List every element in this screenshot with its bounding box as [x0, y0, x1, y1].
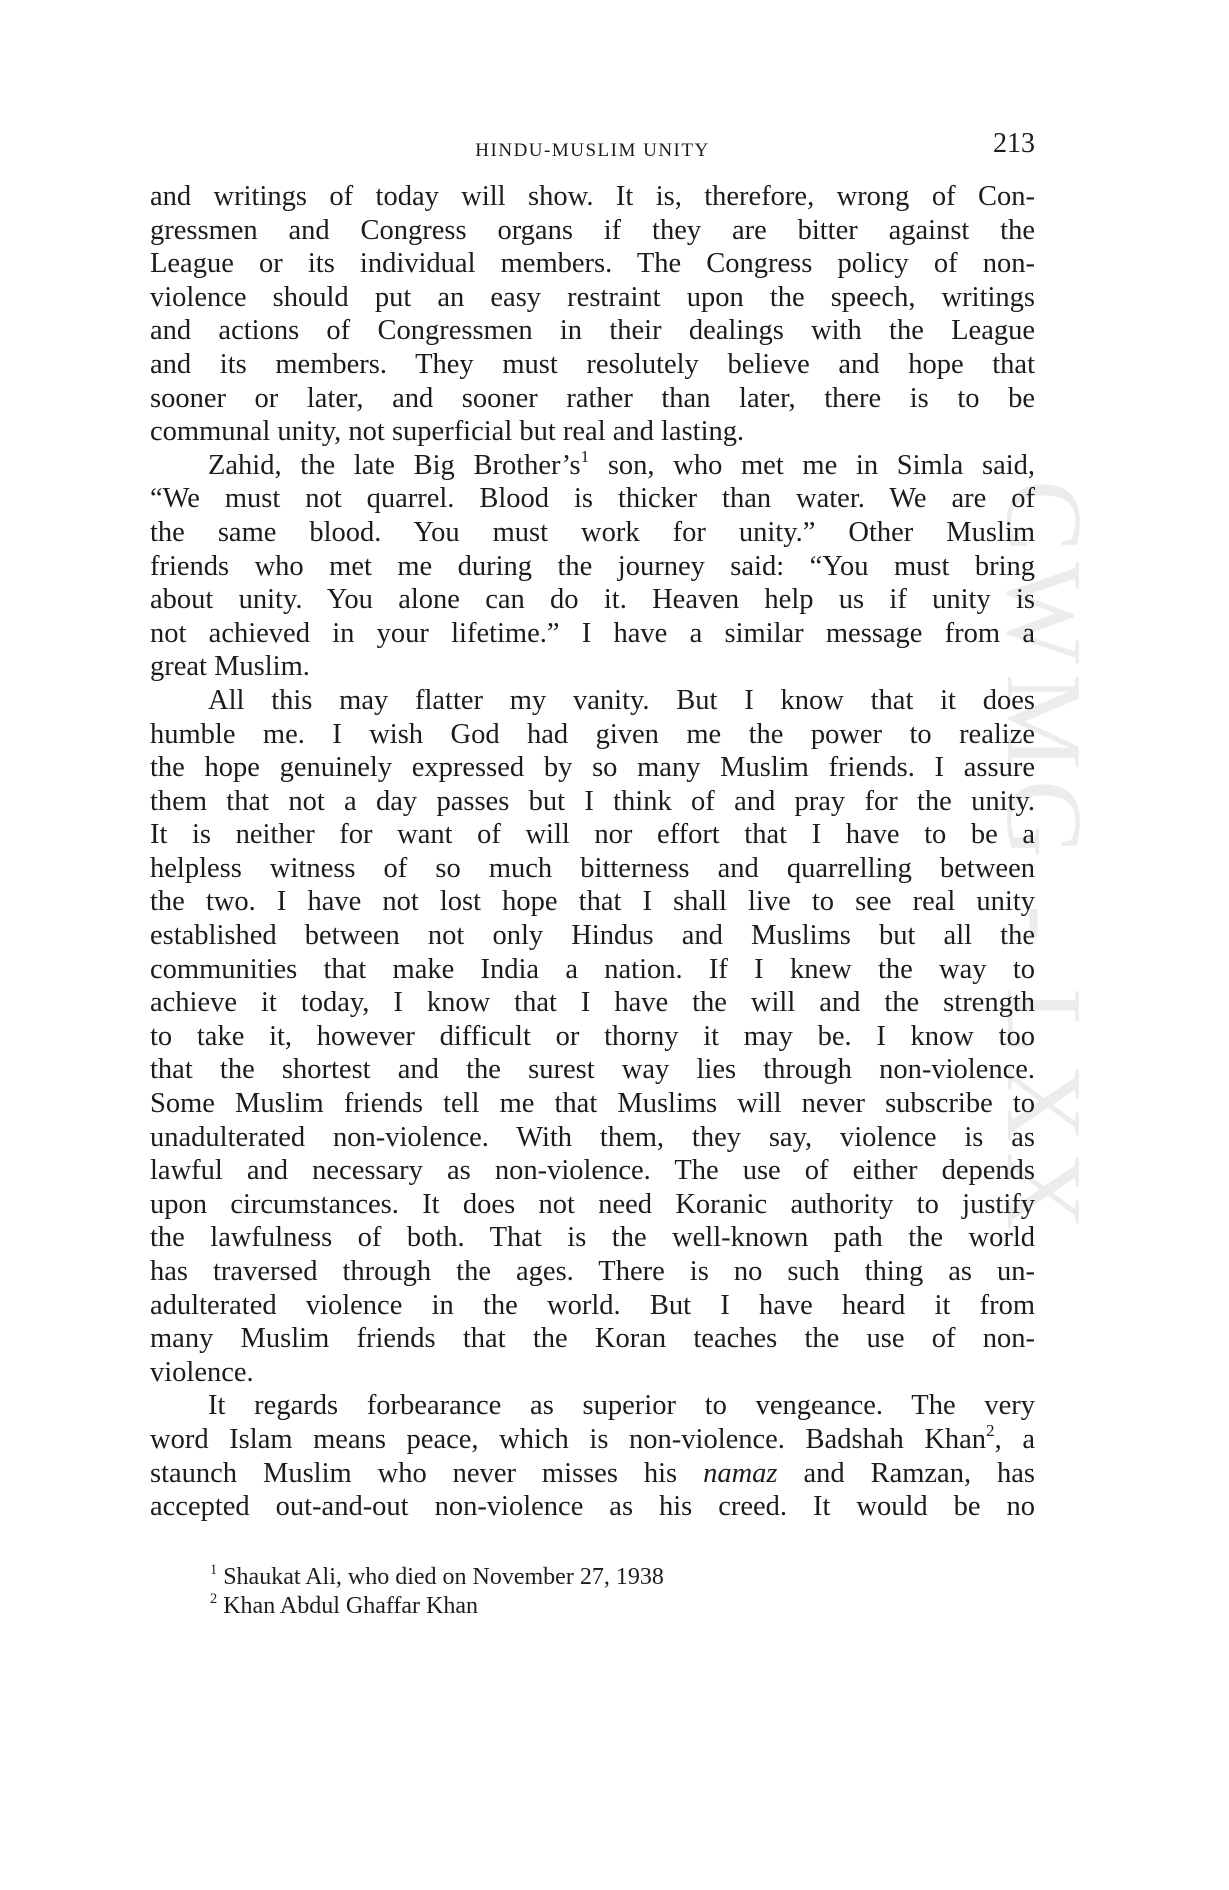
footnote-mark: 1 — [210, 1561, 218, 1578]
text-line: and writings of today will show. It is, therefore, wrong of Con- — [150, 181, 1035, 212]
text-line: sooner or later, and sooner rather than later, there is to be — [150, 382, 1035, 414]
text-line: not achieved in your lifetime.” I have a similar message from a — [150, 617, 1035, 649]
text-line — [150, 1457, 1035, 1491]
text-line: them that not a day passes but I think of and pray for the unity. — [150, 785, 1035, 817]
text-line: humble me. I wish God had given me the power to realize — [150, 718, 1035, 750]
text-line: the same blood. You must work for unity.” Other Muslim — [150, 516, 1035, 548]
text-line: accepted out-and-out non-violence as his creed. It would be no — [150, 1491, 1035, 1523]
text-line: communities that make India a nation. If I knew the way to — [150, 953, 1035, 985]
text-line: Some Muslim friends tell me that Muslims will never subscribe to — [150, 1088, 1035, 1120]
footnote-text: Shaukat Ali, who died on November 27, 1938 — [223, 1564, 664, 1590]
text-line: “We must not quarrel. Blood is thicker than water. We are of — [150, 483, 1035, 515]
text-line: It regards forbearance as superior to vengeance. The very — [208, 1390, 1035, 1422]
text-line — [150, 446, 1036, 483]
text-line: great Muslim. — [150, 651, 310, 683]
text-line: gressmen and Congress organs if they are bitter against the — [150, 214, 1035, 246]
footnote-ref[interactable]: 1 — [580, 446, 590, 466]
running-head — [150, 128, 1035, 168]
text-line: It is neither for want of will nor effort that I have to be a — [150, 819, 1035, 851]
text-line: League or its individual members. The Congress policy of non- — [150, 248, 1035, 280]
text-segment: son, who met me in Simla said, — [607, 449, 1036, 481]
footnote-mark: 2 — [210, 1590, 218, 1607]
footnote-1 — [210, 1563, 910, 1592]
text-line: about unity. You alone can do it. Heaven help us if unity is — [150, 584, 1035, 616]
text-line: established between not only Hindus and Muslims but all the — [150, 920, 1035, 952]
page-number: 213 — [993, 128, 1035, 159]
text-line: and actions of Congressmen in their dealings with the League — [150, 315, 1035, 347]
text-line — [150, 1423, 1035, 1457]
text-segment: and Ramzan, has — [803, 1457, 1036, 1489]
watermark-text: CWMG - LXX — [984, 480, 1103, 1240]
text-line: violence should put an easy restraint upon the speech, writings — [150, 281, 1035, 313]
text-line: lawful and necessary as non-violence. The use of either depends — [150, 1155, 1035, 1187]
text-segment: , a — [994, 1423, 1035, 1455]
text-line: the lawfulness of both. That is the well-known path the world — [150, 1222, 1035, 1254]
running-title: HINDU-MUSLIM UNITY — [475, 140, 710, 161]
footnotes — [210, 1563, 910, 1621]
text-segment: Zahid, the late Big Brother’s — [208, 449, 581, 481]
footnote-2 — [210, 1592, 910, 1621]
text-line: upon circumstances. It does not need Koranic authority to justify — [150, 1188, 1035, 1220]
text-line: unadulterated non-violence. With them, they say, violence is as — [150, 1121, 1035, 1153]
text-line: achieve it today, I know that I have the will and the strength — [150, 987, 1035, 1019]
text-line: violence. — [150, 1356, 254, 1388]
text-segment: staunch Muslim who never misses his — [150, 1457, 678, 1489]
text-line: and its members. They must resolutely believe and hope that — [150, 348, 1035, 380]
text-line: the two. I have not lost hope that I shall live to see real unity — [150, 886, 1035, 918]
footnote-text: Khan Abdul Ghaffar Khan — [223, 1593, 479, 1619]
text-line: All this may flatter my vanity. But I know that it does — [208, 684, 1035, 716]
text-line: many Muslim friends that the Koran teaches the use of non- — [150, 1323, 1035, 1355]
text-segment: word Islam means peace, which is non-violence. Badshah Khan — [150, 1423, 987, 1455]
text-line: helpless witness of so much bitterness and quarrelling between — [150, 852, 1035, 884]
body-text — [150, 180, 1035, 1524]
text-line: friends who met me during the journey said: “You must bring — [150, 550, 1035, 582]
text-line: communal unity, not superficial but real and lasting. — [150, 416, 745, 448]
text-line: the hope genuinely expressed by so many Muslim friends. I assure — [150, 752, 1035, 784]
text-line: has traversed through the ages. There is no such thing as un- — [150, 1256, 1035, 1287]
text-line: adulterated violence in the world. But I have heard it from — [150, 1289, 1035, 1321]
text-line: to take it, however difficult or thorny it may be. I know too — [150, 1020, 1035, 1052]
text-line: that the shortest and the surest way lies through non-violence. — [150, 1054, 1035, 1086]
italic-term: namaz — [703, 1457, 778, 1489]
footnote-ref[interactable]: 2 — [986, 1421, 995, 1440]
